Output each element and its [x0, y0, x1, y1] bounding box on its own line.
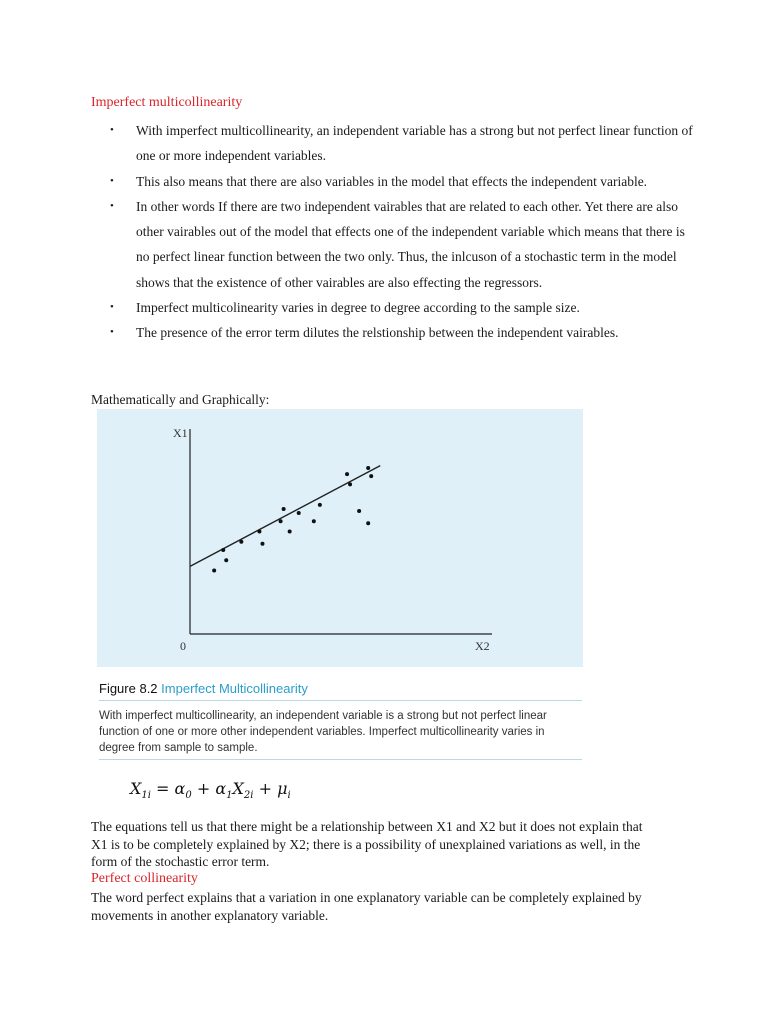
figure-panel — [97, 409, 583, 667]
bullet-text: This also means that there are also variables in the model that effects the independent variable. — [136, 173, 648, 189]
explanation-paragraph: The equations tell us that there might be a relationship between X1 and X2 but it does not explain that X1 is to be completely explained by X2; there is a possibility of unexplained variations as well, in the form of the stochastic error term. — [91, 819, 643, 869]
scatter-point — [257, 530, 261, 534]
bullet-text: With imperfect multicollinearity, an independent variable has a strong but not perfect linear function of one or more independent variables. — [136, 123, 693, 164]
scatter-point — [369, 474, 373, 478]
bullet-icon: • — [110, 301, 114, 314]
bullet-text: The presence of the error term dilutes the relstionship between the independent vairables. — [136, 325, 619, 341]
bullet-icon: • — [110, 174, 114, 187]
bullet-icon: • — [110, 124, 114, 136]
list-item — [108, 118, 698, 169]
bullet-text: Imperfect multicolinearity varies in degree to degree according to the sample size. — [136, 300, 580, 316]
scatter-point — [260, 542, 264, 546]
bullet-icon: • — [110, 199, 114, 212]
eq-mu-sub: i — [287, 790, 291, 802]
caption-divider-bottom — [99, 759, 582, 760]
eq-alpha0: α — [174, 779, 186, 798]
eq-x2: X — [232, 779, 244, 798]
eq-alpha1: α — [215, 779, 227, 798]
eq-alpha1-sub: 1 — [226, 790, 233, 802]
list-item — [108, 194, 698, 295]
fit-line — [190, 466, 380, 567]
eq-lhs: X — [130, 779, 142, 798]
scatter-chart — [97, 409, 583, 667]
scatter-point — [224, 558, 228, 562]
scatter-point — [348, 482, 352, 486]
bullet-icon: • — [110, 326, 114, 339]
figure-caption-text: With imperfect multicollinearity, an independent variable is a strong but not perfect linear function of one or more other independent variables. Imperfect multicollinearity varies in degree from sample to sample. — [99, 710, 547, 754]
figure-name: Imperfect Multicollinearity — [161, 681, 308, 696]
eq-lhs-sub: 1i — [141, 790, 151, 802]
perfect-collinearity-paragraph: The word perfect explains that a variation in one explanatory variable can be completely explained by movements in another explanatory variable. — [91, 890, 642, 923]
eq-x2-sub: 2i — [243, 790, 254, 802]
scatter-point — [357, 509, 361, 513]
eq-alpha0-sub: 0 — [185, 790, 192, 802]
math-intro: Mathematically and Graphically: — [91, 392, 270, 407]
origin-label: 0 — [180, 639, 186, 653]
scatter-point — [312, 519, 316, 523]
scatter-point — [345, 472, 349, 476]
scatter-point — [288, 530, 292, 534]
bullet-text: In other words If there are two independent vairables that are related to each other. Yet there are also other vairables out of the model that effects one of the independent variable which means that there is no perfect linear function between the two only. Thus, the inlcuson of a stochastic term in the model shows that the existence of other vairables are also effecting the regressors. — [136, 198, 685, 290]
eq-mu: μ — [277, 779, 288, 798]
figure-caption-title — [99, 681, 308, 696]
list-item — [108, 169, 698, 194]
section-heading-imperfect: Imperfect multicollinearity — [91, 95, 243, 110]
caption-divider-top — [99, 700, 582, 701]
scatter-point — [366, 521, 370, 525]
scatter-point — [212, 568, 216, 572]
scatter-point — [318, 503, 322, 507]
chart-marks — [190, 466, 380, 573]
y-axis-label: X1 — [173, 426, 188, 440]
scatter-point — [239, 540, 243, 544]
figure-label: Figure 8.2 — [99, 681, 158, 696]
bullet-list — [108, 118, 698, 346]
section-heading-perfect: Perfect collinearity — [91, 871, 198, 886]
scatter-point — [297, 511, 301, 515]
list-item — [108, 320, 698, 345]
scatter-point — [282, 507, 286, 511]
regression-equation: $X_{1i} = \alpha_0 + \alpha_1X_{2i} + \mu_i$ — [130, 779, 291, 802]
scatter-point — [221, 548, 225, 552]
x-axis-label: X2 — [475, 639, 490, 653]
list-item — [108, 295, 698, 320]
scatter-point — [366, 466, 370, 470]
scatter-point — [279, 519, 283, 523]
